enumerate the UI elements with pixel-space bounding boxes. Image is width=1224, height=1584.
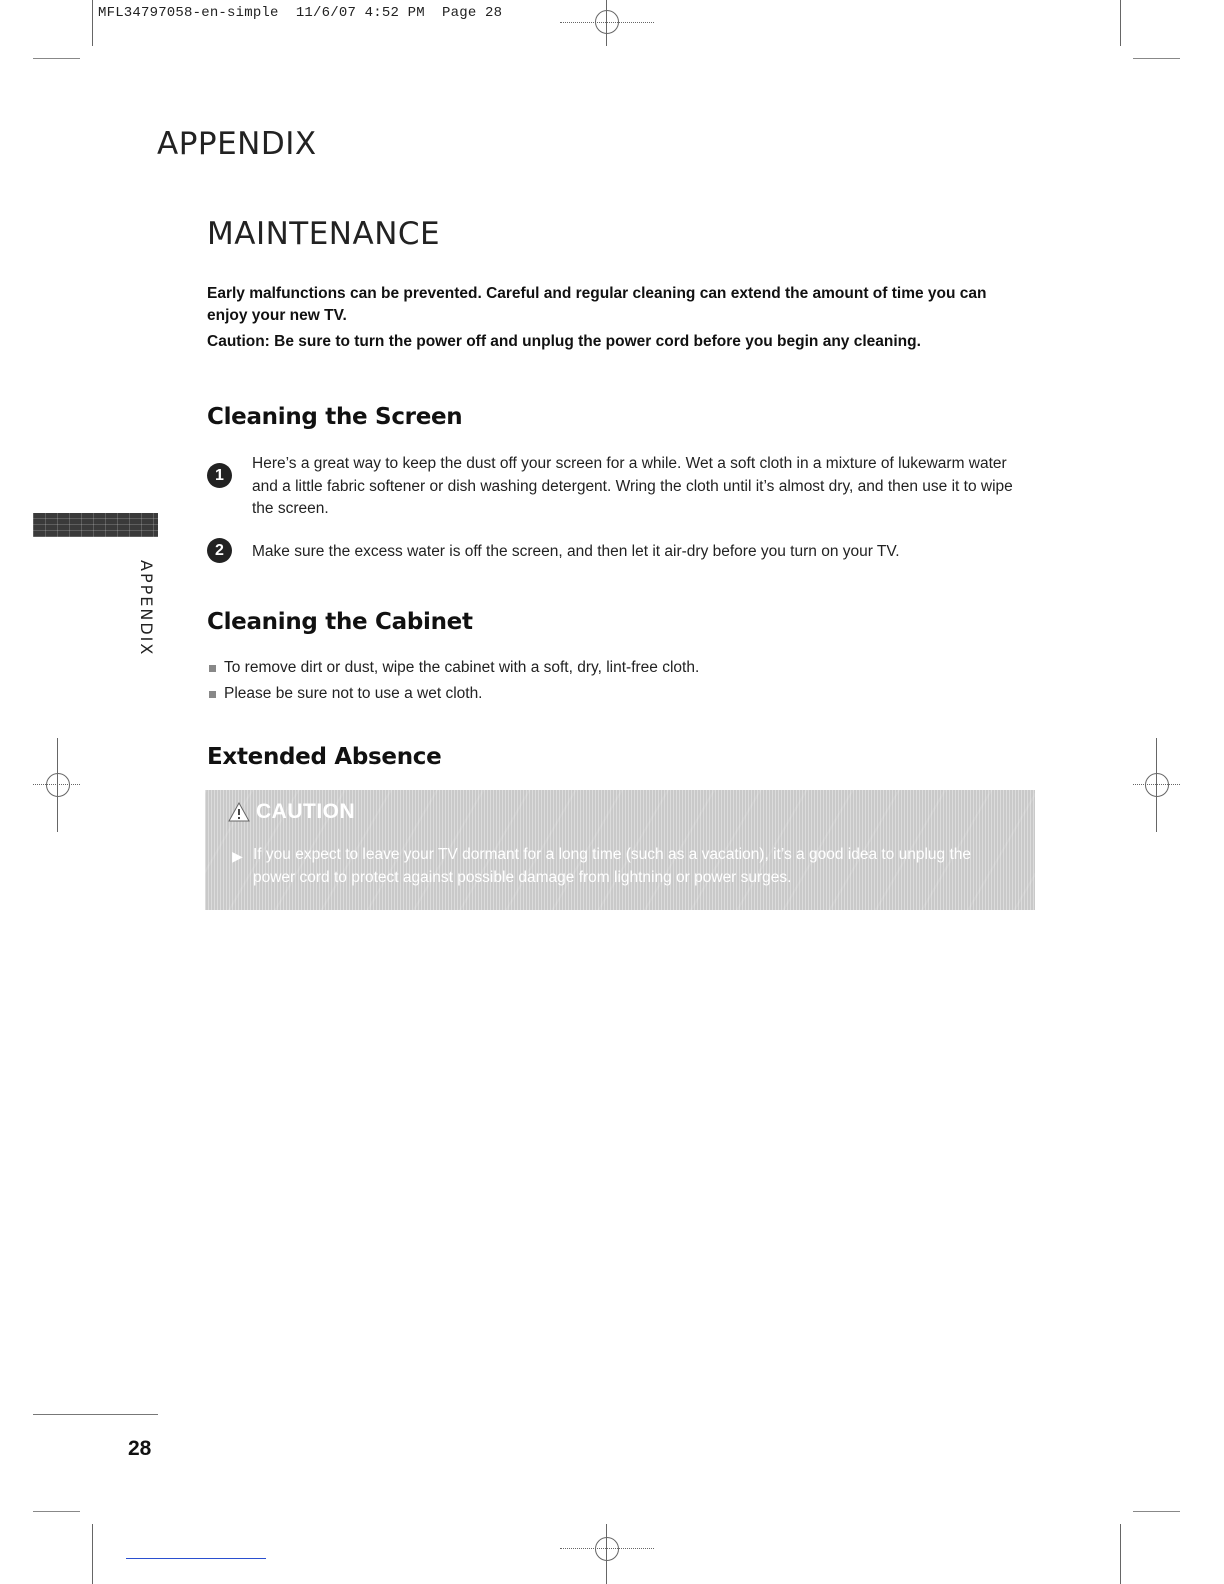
caution-label: CAUTION bbox=[256, 800, 356, 823]
caution-note: Caution: Be sure to turn the power off and unplug the power cord before you begin any cleaning. bbox=[207, 333, 921, 350]
print-slug: MFL34797058-en-simple 11/6/07 4:52 PM Page 28 bbox=[98, 5, 503, 21]
arrow-right-icon: ▶ bbox=[232, 848, 243, 864]
crop-mark bbox=[1120, 0, 1121, 46]
square-bullet-icon bbox=[209, 691, 216, 698]
step-1-text: Here’s a great way to keep the dust off your screen for a while. Wet a soft cloth in a mixture of lukewarm water and a little fabric softener or dish washing detergent. Wring the cloth until it’s almost dry, and then use it to wipe the screen. bbox=[252, 455, 1013, 517]
crop-mark bbox=[92, 0, 93, 46]
list-item bbox=[209, 685, 483, 703]
heading-cleaning-cabinet: Cleaning the Cabinet bbox=[207, 609, 473, 635]
crop-mark bbox=[33, 58, 80, 59]
registration-circle-icon bbox=[46, 773, 70, 797]
crop-mark bbox=[1133, 1511, 1180, 1512]
footer-rule bbox=[33, 1414, 158, 1415]
caution-header bbox=[228, 800, 355, 824]
registration-circle-icon bbox=[595, 10, 619, 34]
crop-mark bbox=[1120, 1524, 1121, 1584]
step-2-text: Make sure the excess water is off the screen, and then let it air-dry before you turn on your TV. bbox=[252, 543, 900, 560]
heading-cleaning-screen: Cleaning the Screen bbox=[207, 404, 463, 430]
caution-text: If you expect to leave your TV dormant for a long time (such as a vacation), it’s a good idea to unplug the power cord to protect against possible damage from lightning or power surges. bbox=[253, 846, 972, 886]
registration-circle-icon bbox=[595, 1537, 619, 1561]
warning-triangle-icon bbox=[228, 802, 250, 822]
footer-blue-rule bbox=[126, 1558, 266, 1559]
section-title: APPENDIX bbox=[157, 126, 317, 162]
page-number: 28 bbox=[128, 1437, 152, 1460]
step-number-2-icon: 2 bbox=[207, 538, 232, 563]
crop-mark bbox=[33, 1511, 80, 1512]
list-item bbox=[209, 659, 699, 677]
intro-block bbox=[207, 283, 1027, 353]
side-tab-label: APPENDIX bbox=[137, 560, 156, 657]
crop-mark bbox=[92, 1524, 93, 1584]
page-title: MAINTENANCE bbox=[207, 216, 441, 252]
registration-circle-icon bbox=[1145, 773, 1169, 797]
crop-mark bbox=[1133, 58, 1180, 59]
side-tab-marker bbox=[33, 513, 158, 537]
heading-extended-absence: Extended Absence bbox=[207, 744, 442, 770]
step-number-1-icon: 1 bbox=[207, 463, 232, 488]
intro-text: Early malfunctions can be prevented. Careful and regular cleaning can extend the amount of time you can enjoy your new TV. bbox=[207, 285, 987, 324]
list-item-text: To remove dirt or dust, wipe the cabinet with a soft, dry, lint-free cloth. bbox=[224, 659, 700, 676]
square-bullet-icon bbox=[209, 665, 216, 672]
list-item-text: Please be sure not to use a wet cloth. bbox=[224, 685, 483, 702]
